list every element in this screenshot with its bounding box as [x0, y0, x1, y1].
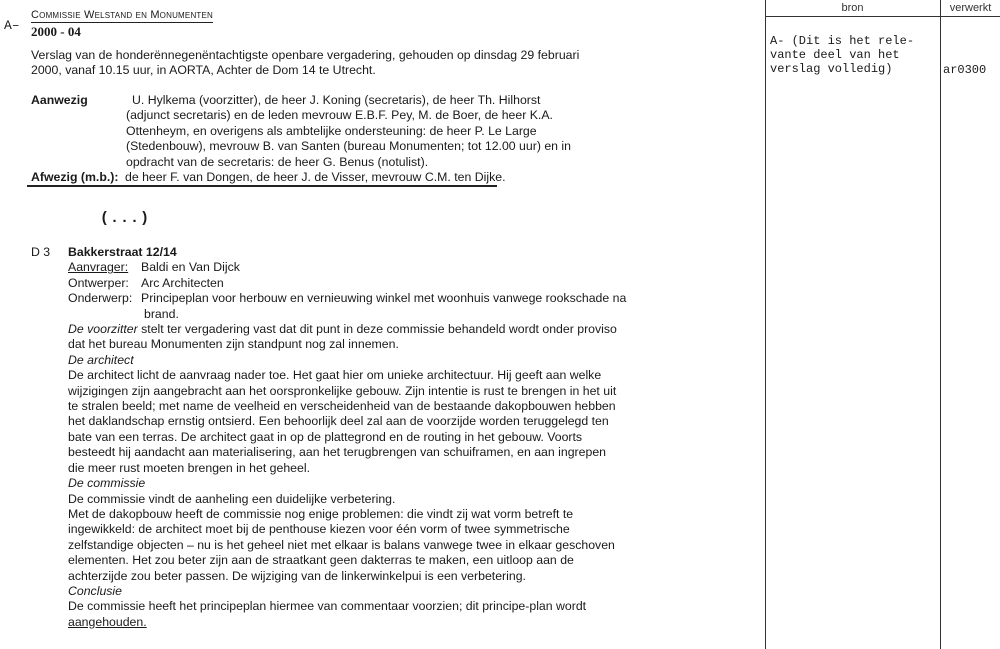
commissie-line: elementen. Het zou beter zijn aan de straatkant geen dakterras te maken, een uitloop aan de: [68, 553, 574, 568]
commissie-label: De commissie: [68, 476, 146, 491]
architect-line: wijzigingen zijn aangebracht aan het oorspronkelijke gebouw. Zijn intentie is rust te brengen in het uit: [68, 383, 617, 398]
architect-line: De architect licht de aanvraag nader toe. Het gaat hier om unieke architectuur. Hij geeft aan welke: [68, 368, 602, 383]
aanwezig-list: [126, 93, 571, 170]
commissie-line: ingewikkeld: de architect moet bij de penthouse kiezen voor één vorm of twee symmetrische: [68, 522, 570, 537]
afwezig-text: de heer F. van Dongen, de heer J. de Visser, mevrouw C.M. ten Dijke.: [125, 170, 506, 184]
org-title: Commissie Welstand en Monumenten: [31, 9, 214, 21]
intro-line: Verslag van de honderënnegenëntachtigste openbare vergadering, gehouden op dinsdag 29 februari: [31, 48, 580, 62]
ontwerper-label: Ontwerper:: [68, 275, 129, 290]
ontwerper-value: Arc Architecten: [141, 275, 224, 290]
architect-line: bate van een terras. De architect gaat in op de plattegrond en de routing in het gebouw. Voorts: [68, 429, 583, 444]
bron-note-line: A- (Dit is het rele-: [770, 34, 915, 48]
aanvrager-label: Aanvrager:: [68, 260, 129, 275]
architect-line: besteedt hij aandacht aan materialisering, aan het terugbrengen van schuiframen, en aan ingrepen: [68, 445, 607, 460]
voorzitter-para: [68, 322, 626, 337]
bron-note-line: verslag volledig): [770, 62, 893, 76]
onderwerp-row: [68, 291, 626, 306]
conclusie-line: aangehouden.: [68, 614, 147, 629]
commissie-line: Met de dakopbouw heeft de commissie nog enige problemen: die vindt zij wat vorm betreft te: [68, 506, 574, 521]
conclusie-line: De commissie heeft het principeplan hiermee van commentaar voorzien; dit principe-plan wordt: [68, 599, 587, 614]
architect-label: De architect: [68, 352, 134, 367]
aanvrager-row: [68, 260, 626, 275]
table-header-border: [765, 16, 1000, 17]
intro-line: 2000, vanaf 10.15 uur, in AORTA, Achter de Dom 14 te Utrecht.: [31, 63, 376, 78]
ellipsis: (...): [100, 210, 151, 227]
architect-line: te stralen beeld; met name de veelheid en verscheidenheid van de bestaande dakopbouwen hebben: [68, 399, 616, 414]
conclusie-label: Conclusie: [68, 583, 122, 598]
item-code: D 3: [31, 245, 51, 259]
col-header-bron: bron: [841, 2, 864, 14]
aanwezig-line: U. Hylkema (voorzitter), de heer J. Koning (secretaris), de heer Th. Hilhorst: [132, 93, 541, 107]
onderwerp-value-cont: brand.: [144, 306, 179, 321]
bron-note-line: vante deel van het: [770, 48, 900, 62]
architect-line: het daklandschap ernstig ontsierd. Een behoorlijk deel zal aan de voorzijde worden teruggelegd ten: [68, 414, 609, 429]
divider: [27, 185, 497, 187]
item-body: [68, 245, 626, 630]
voorzitter-text: dat het bureau Monumenten zijn standpunt nog zal innemen.: [68, 337, 399, 352]
aanvrager-value: Baldi en Van Dijck: [141, 260, 240, 275]
commissie-line: De commissie vindt de aanheling een duidelijke verbetering.: [68, 491, 396, 506]
voorzitter-label: De voorzitter: [68, 322, 138, 337]
table-border-left: [765, 0, 766, 649]
bron-note: [770, 34, 914, 76]
onderwerp-value: Principeplan voor herbouw en vernieuwing winkel met woonhuis vanwege rookschade na: [141, 291, 627, 306]
verwerkt-value: ar0300: [943, 63, 987, 77]
report-number: 2000 - 04: [31, 24, 81, 39]
architect-line: die meer rust moeten brengen in het geheel.: [68, 460, 310, 475]
aanwezig-line: (adjunct secretaris) en de leden mevrouw E.B.F. Pey, M. de Boer, de heer K.A.: [126, 108, 553, 123]
intro: [31, 48, 579, 79]
commissie-line: zelfstandige objecten – nu is het geheel niet met elkaar is balans vanwege twee in elkaar geschoven: [68, 537, 615, 552]
aanwezig-line: opdracht van de secretaris: de heer G. Benus (notulist).: [126, 154, 429, 169]
item-title: Bakkerstraat 12/14: [68, 245, 177, 259]
onderwerp-label: Onderwerp:: [68, 291, 133, 306]
col-header-verwerkt: verwerkt: [949, 2, 992, 14]
afwezig-label: Afwezig (m.b.):: [31, 170, 119, 184]
aanwezig-line: (Stedenbouw), mevrouw B. van Santen (bureau Monumenten; tot 12.00 uur) en in: [126, 139, 571, 154]
aanwezig-line: Ottenheym, en overigens als ambtelijke ondersteuning: de heer P. Le Large: [126, 123, 537, 138]
table-border-mid: [940, 0, 941, 649]
ontwerper-row: [68, 276, 626, 291]
commissie-line: achterzijde zou beter passen. De wijziging van de linkerwinkelpui is een verbetering.: [68, 568, 526, 583]
voorzitter-text: stelt ter vergadering vast dat dit punt in deze commissie behandeld wordt onder proviso: [137, 322, 617, 337]
aanwezig-label: Aanwezig: [31, 93, 88, 107]
margin-mark: A–: [4, 18, 20, 33]
